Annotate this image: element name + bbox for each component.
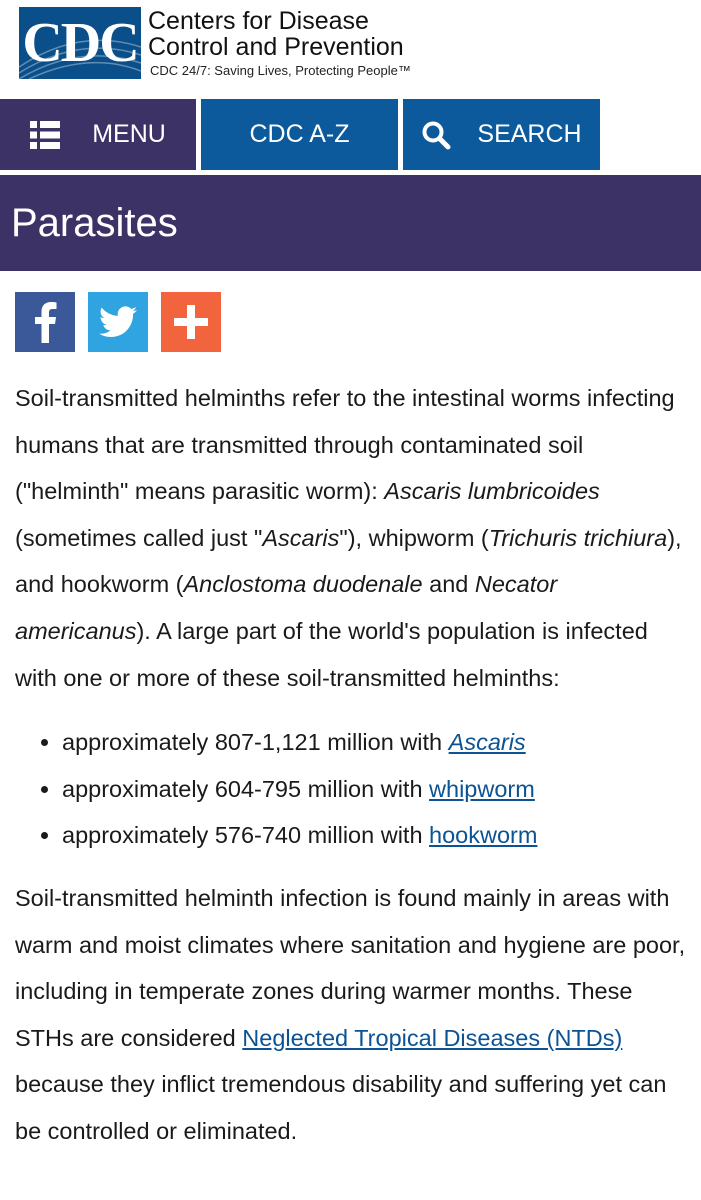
necator-term: Necator americanus [15,571,558,644]
ntd-paragraph [15,875,691,1155]
stats-list [15,719,691,859]
list-item [62,766,691,813]
stat-text: approximately 807-1,121 million with [62,729,449,756]
intro-text-2: (sometimes called just " [15,524,263,551]
org-name-line1: Centers for Disease [148,7,369,35]
main-content [15,375,691,1155]
twitter-share-button[interactable] [88,292,148,352]
main-nav [0,99,701,170]
search-button[interactable] [403,99,600,170]
menu-button[interactable] [0,99,196,170]
cdc-az-button[interactable] [201,99,398,170]
logo-text: CDC [22,12,138,74]
intro-text-1: Soil-transmitted helminths refer to the intestinal worms infecting humans that are transmitted through contaminated soil ("helminth" means parasitic worm): [15,385,675,505]
stat-text: approximately 576-740 million with [62,822,430,849]
stat-text: approximately 604-795 million with [62,775,430,802]
page-title-bar [0,175,701,271]
facebook-icon [32,301,58,343]
intro-paragraph [15,375,691,701]
addthis-share-button[interactable] [161,292,221,352]
ntd-link[interactable]: Neglected Tropical Diseases (NTDs) [242,1024,623,1051]
hookworm-link[interactable]: hookworm [429,822,538,849]
intro-text-4: ), and hookworm ( [15,524,682,598]
intro-text-5: and [422,571,475,598]
trichuris-term: Trichuris trichiura [488,524,668,551]
az-label: CDC A-Z [249,120,350,148]
site-header [0,0,701,99]
list-item [62,812,691,859]
plus-icon [174,305,208,339]
org-name-line2: Control and Prevention [148,33,404,61]
cdc-logo[interactable] [19,7,141,79]
page-title: Parasites [11,200,178,245]
ascaris-link[interactable]: Ascaris [448,729,526,756]
list-item [62,719,691,766]
search-icon [421,120,451,150]
social-share-bar [15,292,234,352]
menu-label: MENU [92,120,166,148]
ascaris-lumbricoides-term: Ascaris lumbricoides [384,478,600,505]
tagline: CDC 24/7: Saving Lives, Protecting People™ [150,63,411,78]
whipworm-link[interactable]: whipworm [429,775,535,802]
intro-text-6: ). A large part of the world's population is infected with one or more of these soil-transmitted helminths: [15,617,648,691]
ntd-text-2: because they inflict tremendous disability and suffering yet can be controlled or eliminated. [15,1071,667,1144]
ascaris-term: Ascaris [262,524,340,551]
facebook-share-button[interactable] [15,292,75,352]
twitter-icon [99,306,137,338]
ntd-text-1: Soil-transmitted helminth infection is found mainly in areas with warm and moist climates where sanitation and hygiene are poor, including in temperate zones during warmer months. These STHs are considered [15,884,686,1051]
anclostoma-term: Anclostoma duodenale [183,571,423,598]
search-label: SEARCH [477,120,582,148]
menu-icon [30,121,60,149]
intro-text-3: "), whipworm ( [339,524,489,551]
